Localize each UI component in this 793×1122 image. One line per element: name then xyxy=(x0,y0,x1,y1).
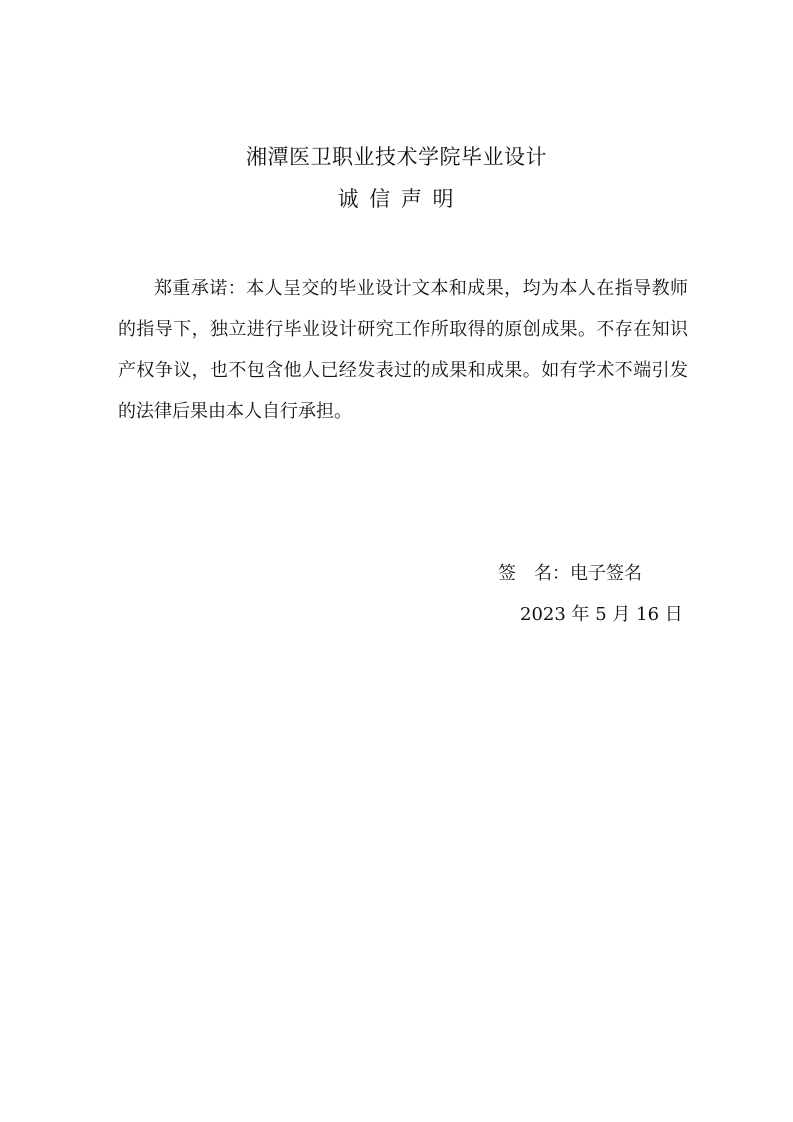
signature-value: 电子签名 xyxy=(570,563,642,584)
signature-label: 签 名： xyxy=(498,563,570,584)
school-title: 湘潭医卫职业技术学院毕业设计 xyxy=(246,145,547,169)
document-title: 诚 信 声 明 xyxy=(337,187,456,211)
signature-line xyxy=(498,560,642,588)
signature-date: 2023 年 5 月 16 日 xyxy=(520,604,683,625)
declaration-paragraph: 郑重承诺：本人呈交的毕业设计文本和成果，均为本人在指导教师的指导下，独立进行毕业设计研究工作所取得的原创成果。不存在知识产权争议，也不包含他人已经发表过的成果和成果。如有学术不端引发的法律后果由本人自行承担。 xyxy=(118,278,688,422)
